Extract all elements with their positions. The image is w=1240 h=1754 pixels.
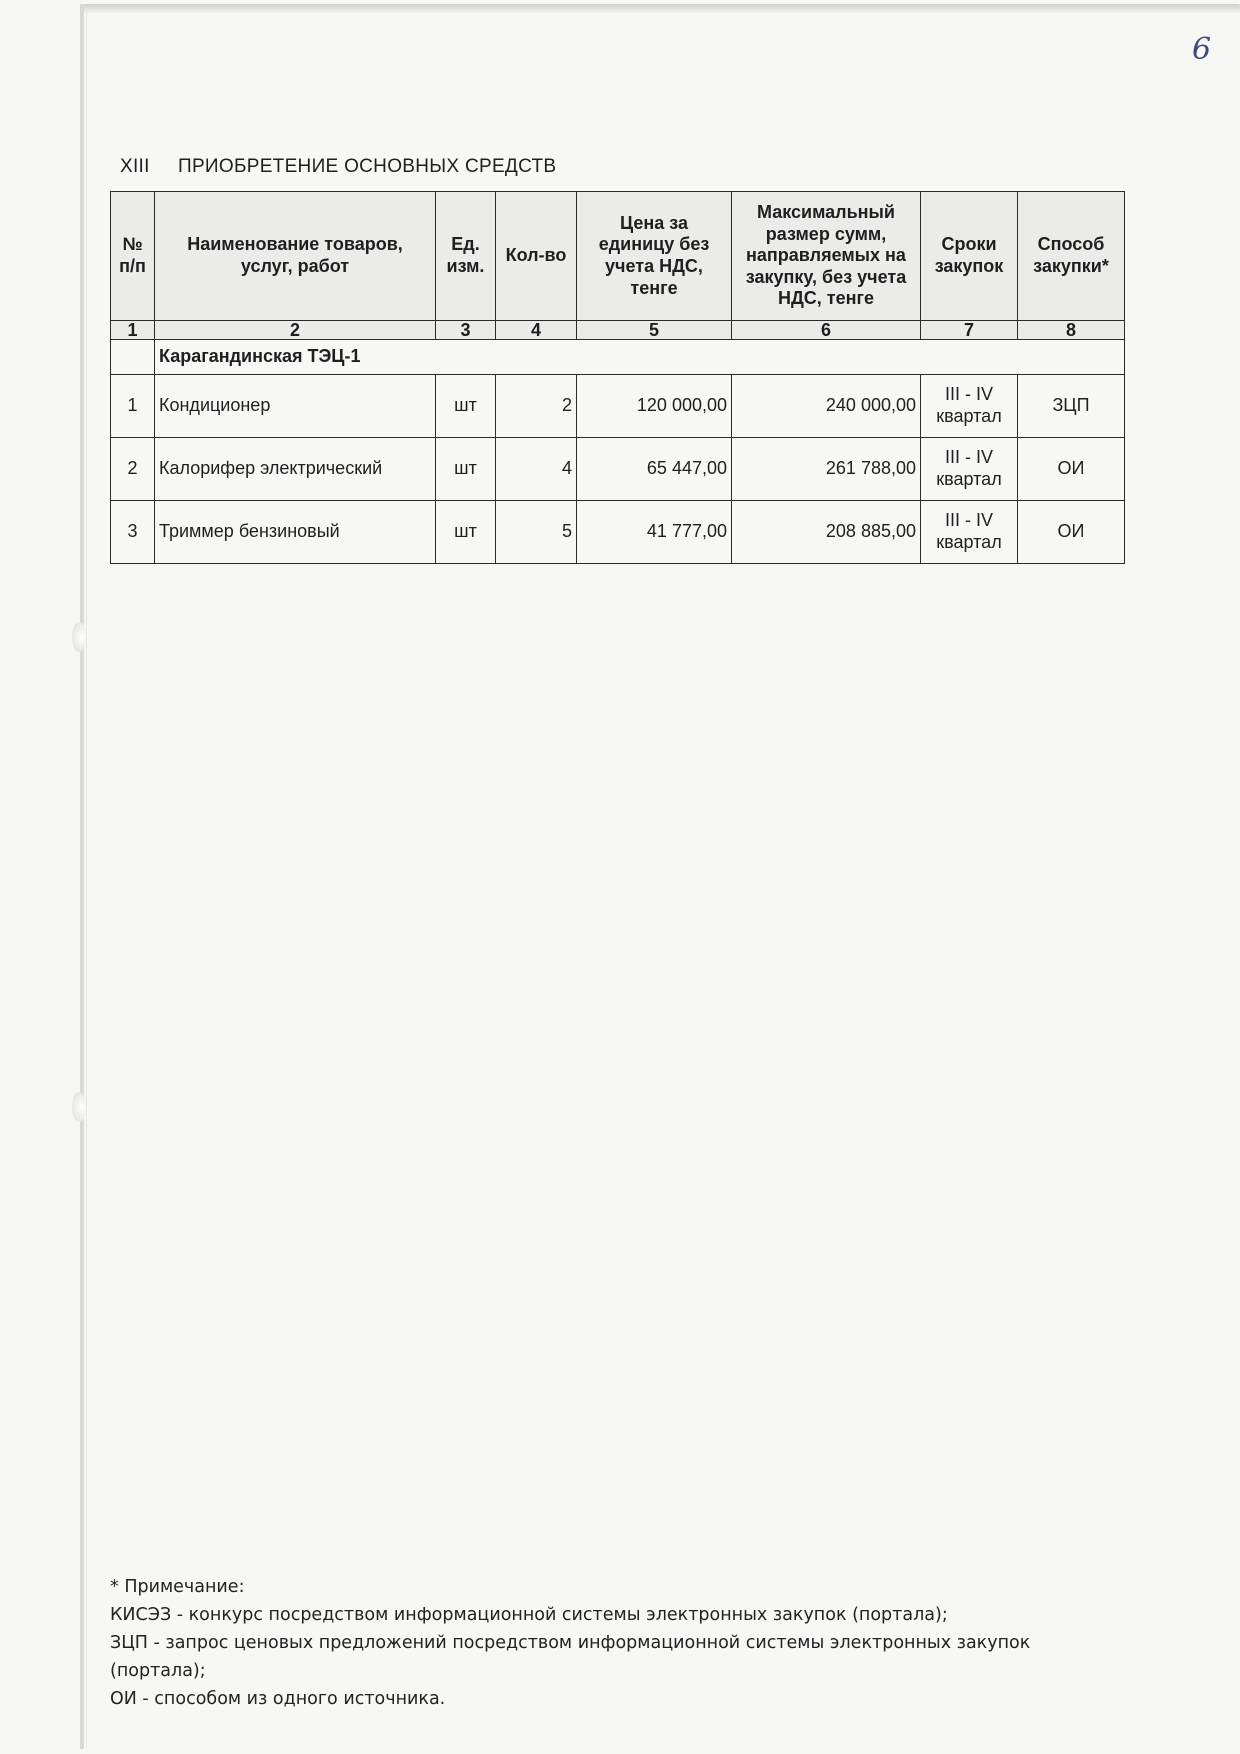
page-left-edge [80,4,84,1749]
row-total: 240 000,00 [732,375,921,438]
row-period: III - IV квартал [921,375,1018,438]
header-period: Сроки закупок [921,192,1018,321]
section-title [120,156,556,178]
row-name: Триммер бензиновый [155,501,436,564]
row-name: Кондиционер [155,375,436,438]
page-top-edge [84,4,1240,13]
row-unit: шт [436,375,496,438]
group-empty-cell [111,340,155,375]
row-qty: 5 [496,501,577,564]
row-method: ЗЦП [1018,375,1125,438]
table-row [111,501,1125,564]
row-price: 65 447,00 [577,438,732,501]
table-row [111,438,1125,501]
column-number: 1 [111,321,155,340]
page-left-edge-line [86,8,87,1748]
group-row [111,340,1125,375]
column-number: 4 [496,321,577,340]
header-method: Способ закупки* [1018,192,1125,321]
row-method: ОИ [1018,501,1125,564]
section-title-text: ПРИОБРЕТЕНИЕ ОСНОВНЫХ СРЕДСТВ [178,156,557,177]
header-unit: Ед. изм. [436,192,496,321]
row-name: Калорифер электрический [155,438,436,501]
footnote-line: ЗЦП - запрос ценовых предложений посредством информационной системы электронных закупок (портала); [110,1633,1031,1681]
footnote-line: КИСЭЗ - конкурс посредством информационной системы электронных закупок (портала); [110,1605,948,1625]
row-num: 3 [111,501,155,564]
procurement-table [110,191,1125,564]
row-qty: 4 [496,438,577,501]
header-price: Цена за единицу без учета НДС, тенге [577,192,732,321]
row-num: 2 [111,438,155,501]
row-unit: шт [436,438,496,501]
row-period: III - IV квартал [921,438,1018,501]
table-row [111,375,1125,438]
row-period: III - IV квартал [921,501,1018,564]
row-num: 1 [111,375,155,438]
row-total: 261 788,00 [732,438,921,501]
group-name: Карагандинская ТЭЦ-1 [155,340,1125,375]
column-number: 5 [577,321,732,340]
punch-hole [72,1092,86,1122]
header-total: Максимальный размер сумм, направляемых на закупку, без учета НДС, тенге [732,192,921,321]
column-number: 3 [436,321,496,340]
footnote-line: ОИ - способом из одного источника. [110,1689,446,1709]
punch-hole [72,622,86,652]
row-price: 120 000,00 [577,375,732,438]
column-number: 8 [1018,321,1125,340]
footnote-title: * Примечание: [110,1577,245,1597]
header-name: Наименование товаров, услуг, работ [155,192,436,321]
row-total: 208 885,00 [732,501,921,564]
header-qty: Кол-во [496,192,577,321]
row-price: 41 777,00 [577,501,732,564]
header-num: № п/п [111,192,155,321]
column-number-row [111,321,1125,340]
row-qty: 2 [496,375,577,438]
footnote [110,1573,1110,1713]
row-unit: шт [436,501,496,564]
section-roman-numeral: XIII [120,156,150,177]
page-number: 6 [1192,32,1212,67]
table-header-row [111,192,1125,321]
column-number: 6 [732,321,921,340]
row-method: ОИ [1018,438,1125,501]
column-number: 7 [921,321,1018,340]
column-number: 2 [155,321,436,340]
